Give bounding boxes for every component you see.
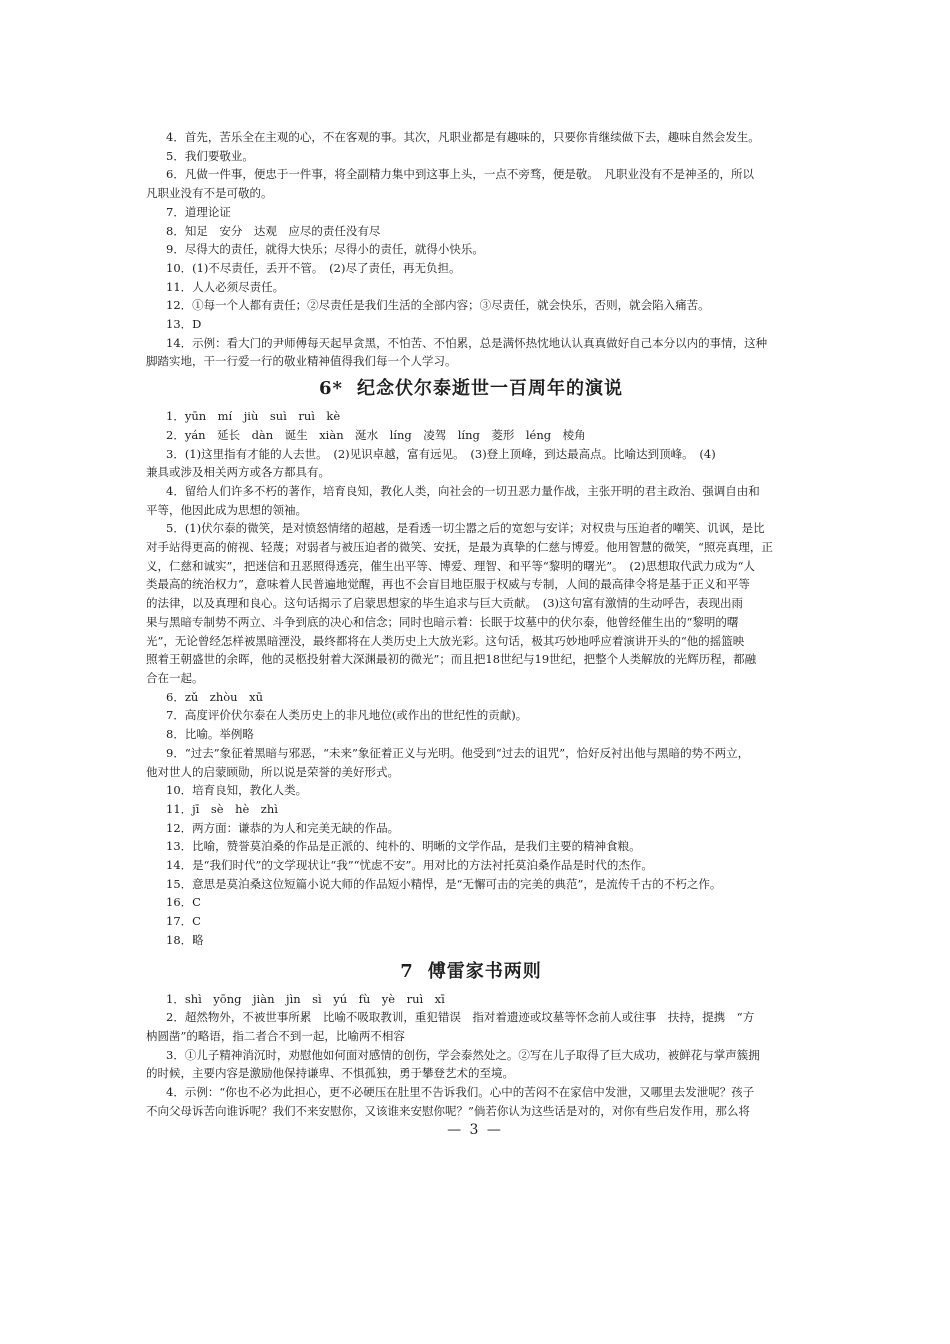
answer-line: 13．D (166, 317, 202, 332)
answer-line: 5．我们要敬业。 (166, 148, 254, 163)
answer-line: 照着王朝盛世的余晖，他的灵柩投射着大深渊最初的微光”；而且把18世纪与19世纪，把整个人类解放的光辉历程，都融 (146, 652, 757, 667)
section-answers-lesson5 (146, 128, 796, 371)
answer-line: 光”，无论曾经怎样被黑暗湮没，最终都将在人类历史上大放光彩。这句话，极其巧妙地呼应着演讲开头的“他的摇篮映 (146, 633, 745, 648)
answer-line: 11．人人必须尽责任。 (166, 279, 285, 294)
answer-line: 10．(1)不尽责任，丢开不管。 (2)尽了责任，再无负担。 (166, 260, 461, 275)
answer-line: 15．意思是莫泊桑这位短篇小说大师的作品短小精悍，是“无懈可击的完美的典范”，是流传千古的不朽之作。 (166, 876, 722, 891)
answer-line: 3．①儿子精神消沉时，劝慰他如何面对感情的创伤，学会泰然处之。②写在儿子取得了巨大成功，被鲜花与掌声簇拥 (166, 1047, 760, 1062)
answer-line: 枘圆凿”的略语，指二者合不到一起，比喻两不相容 (146, 1028, 405, 1043)
answer-line: 7．道理论证 (166, 204, 231, 219)
answer-line: 9．“过去”象征着黑暗与邪恶，“未来”象征着正义与光明。他受到“过去的诅咒”，恰好反衬出他与黑暗的势不两立， (166, 745, 750, 760)
answer-line: 11．jī sè hè zhì (166, 801, 278, 816)
answer-line: 义，仁慈和诚实”，把迷信和丑恶照得透亮，催生出平等、博爱、理智、和平等“黎明的曙光”。 (2)思想取代武力成为“人 (146, 558, 756, 573)
answer-line: 9．尽得大的责任，就得大快乐；尽得小的责任，就得小快乐。 (166, 242, 484, 257)
answer-line: 1．shì yōng jiàn jìn sì yú fù yè ruì xī (166, 991, 445, 1006)
answer-line: 果与黑暗专制势不两立、斗争到底的决心和信念；同时也暗示着：长眠于坟墓中的伏尔泰，他曾经催生出的“黎明的曙 (146, 614, 739, 629)
lesson7-title: 傅雷家书两则 (427, 960, 542, 982)
answer-line: 18．略 (166, 932, 204, 947)
page-number: — 3 — (447, 1122, 503, 1138)
answer-line: 5．(1)伏尔泰的微笑，是对愤怒情绪的超越，是看透一切尘嚣之后的宽恕与安详；对权贵与压迫者的嘲笑、讥讽，是比 (166, 521, 765, 536)
answer-line: 他对世人的启蒙顾勋，所以说是荣誉的美好形式。 (146, 764, 399, 779)
lesson7-number: 7 (400, 960, 414, 982)
answer-line: 不向父母诉苦向谁诉呢？我们不来安慰你，又该谁来安慰你呢？”倘若你认为这些话是对的，对你有些启发作用，那么将 (146, 1103, 750, 1118)
answer-line: 凡职业没有不是可敬的。 (146, 186, 273, 201)
answer-line: 16．C (166, 895, 201, 910)
answer-line: 类最高的统治权力”，意味着人民普遍地觉醒，再也不会盲目地臣服于权威与专制，人间的最高律令将是基于正义和平等 (146, 577, 750, 592)
lesson6-heading (146, 373, 796, 405)
answer-line: 的法律，以及真理和良心。这句话揭示了启蒙思想家的毕生追求与巨大贡献。 (3)这句富有激情的生动呼告，表现出雨 (146, 596, 744, 611)
answer-line: 7．高度评价伏尔泰在人类历史上的非凡地位(或作出的世纪性的贡献)。 (166, 708, 528, 723)
page-content (146, 128, 796, 1120)
answer-line: 脚踏实地，干一行爱一行的敬业精神值得我们每一个人学习。 (146, 354, 457, 369)
answer-line: 合在一起。 (146, 670, 204, 685)
answer-line: 2．超然物外，不被世事所累 比喻不吸取教训，重犯错误 指对着遗迹或坟墓等怀念前人或往事 扶持，提携 “方 (166, 1010, 755, 1025)
answer-line: 4．留给人们许多不朽的著作，培育良知，教化人类，向社会的一切丑恶力量作战，主张开明的君主政治、强调自由和 (166, 483, 760, 498)
answer-line: 6．凡做一件事，便忠于一件事，将全副精力集中到这事上头，一点不旁骛，便是敬。 凡职业没有不是神圣的，所以 (166, 167, 755, 182)
lesson6-number: 6* (319, 378, 343, 400)
lesson7-heading (146, 956, 796, 988)
answer-line: 8．比喻。举例略 (166, 727, 254, 742)
section-answers-lesson7 (146, 990, 796, 1121)
section-answers-lesson6 (146, 407, 796, 949)
answer-line: 14．是“我们时代”的文学现状让“我”“忧虑不安”。用对比的方法衬托莫泊桑作品是时代的杰作。 (166, 858, 653, 873)
answer-line: 兼具或涉及相关两方或各方都具有。 (146, 465, 330, 480)
answer-line: 3．(1)这里指有才能的人去世。 (2)见识卓越，富有远见。 (3)登上顶峰，到达最高点。比喻达到顶峰。 (4) (166, 446, 716, 461)
answer-line: 14．示例：看大门的尹师傅每天起早贪黑，不怕苦、不怕累，总是满怀热忱地认认真真做好自己本分以内的事情，这种 (166, 335, 768, 350)
answer-line: 8．知足 安分 达观 应尽的责任没有尽 (166, 223, 381, 238)
answer-line: 的时候，主要内容是激励他保持谦卑、不惧孤独，勇于攀登艺术的至境。 (146, 1066, 514, 1081)
answer-line: 对手站得更高的俯视、轻蔑；对弱者与被压迫者的微笑、安抚，是最为真挚的仁慈与博爱。他用智慧的微笑，“照亮真理，正 (146, 540, 773, 555)
answer-line: 2．yán 延长 dàn 诞生 xiàn 涎水 líng 凌驾 líng 菱形 léng 棱角 (166, 427, 586, 442)
answer-line: 17．C (166, 914, 201, 929)
answer-line: 1．yūn mí jiù suì ruì kè (166, 409, 341, 424)
answer-line: 12．两方面：谦恭的为人和完美无缺的作品。 (166, 820, 400, 835)
answer-line: 平等，他因此成为思想的领袖。 (146, 502, 307, 517)
answer-line: 10．培育良知，教化人类。 (166, 783, 308, 798)
answer-line: 6．zǔ zhòu xū (166, 689, 263, 704)
answer-line: 4．示例：“你也不必为此担心，更不必硬压在肚里不告诉我们。心中的苦闷不在家信中发泄，又哪里去发泄呢？孩子 (166, 1085, 755, 1100)
answer-line: 12．①每一个人都有责任；②尽责任是我们生活的全部内容；③尽责任，就会快乐，否则，就会陷入痛苦。 (166, 298, 710, 313)
answer-line: 4．首先，苦乐全在主观的心，不在客观的事。其次，凡职业都是有趣味的，只要你肯继续做下去，趣味自然会发生。 (166, 130, 760, 144)
answer-line: 13．比喻，赞誉莫泊桑的作品是正派的、纯朴的、明晰的文学作品，是我们主要的精神食粮。 (166, 839, 641, 854)
lesson6-title: 纪念伏尔泰逝世一百周年的演说 (356, 378, 623, 400)
